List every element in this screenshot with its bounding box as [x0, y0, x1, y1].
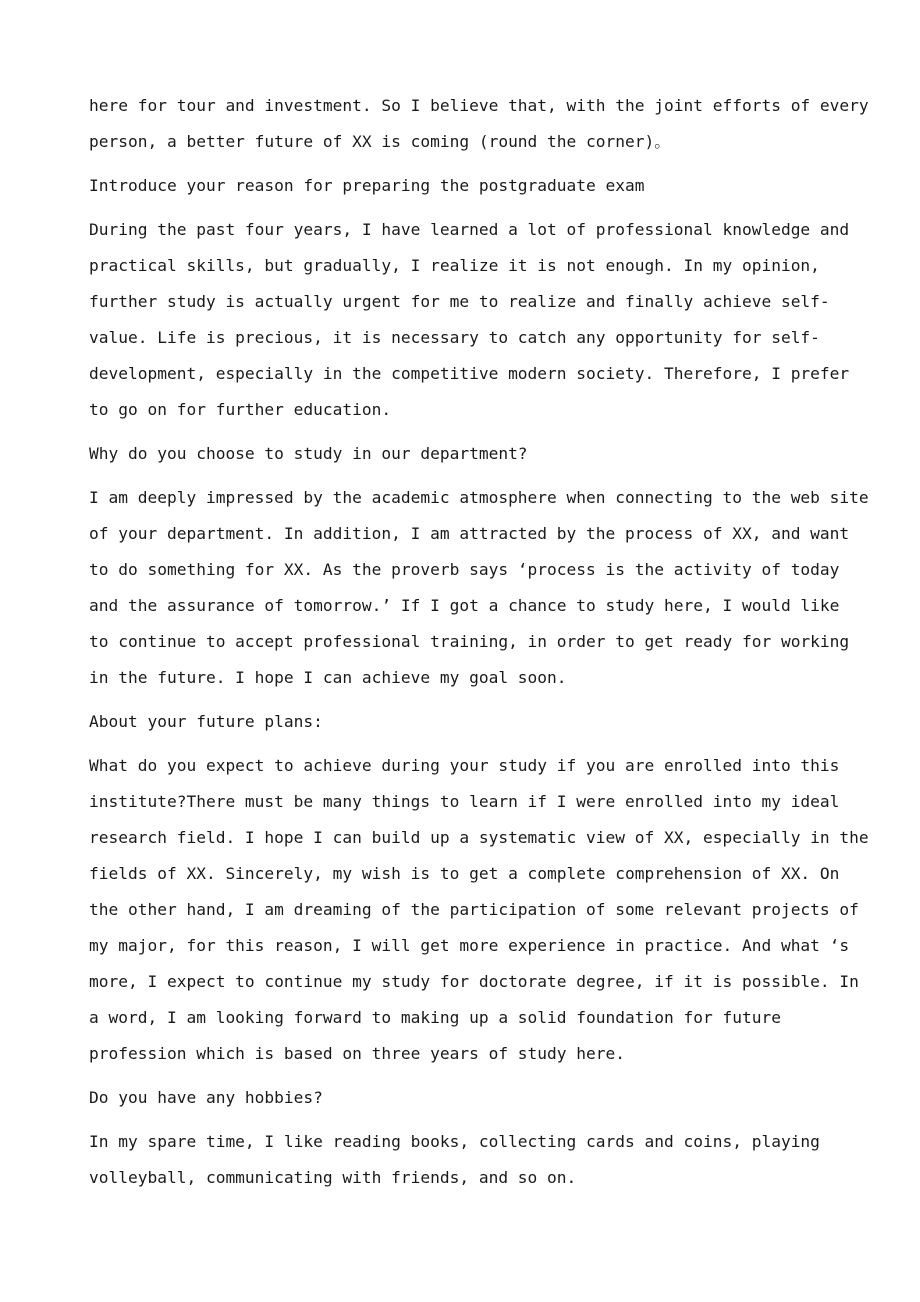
text-line: value. Life is precious, it is necessary to catch any opportunity for self-	[89, 328, 820, 347]
text-line: volleyball, communicating with friends, and so on.	[89, 1168, 577, 1187]
text-line: to do something for XX. As the proverb says ‘process is the activity of today	[89, 560, 840, 579]
question-department	[89, 436, 840, 472]
text-line: institute?There must be many things to learn if I were enrolled into my ideal	[89, 792, 840, 811]
text-line: and the assurance of tomorrow.’ If I got a chance to study here, I would like	[89, 596, 840, 615]
text-line: further study is actually urgent for me to realize and finally achieve self-	[89, 292, 830, 311]
text-line: more, I expect to continue my study for doctorate degree, if it is possible. In	[89, 972, 859, 991]
text-line: person, a better future of XX is coming (round the corner)。	[89, 132, 671, 151]
text-line: a word, I am looking forward to making up a solid foundation for future	[89, 1008, 781, 1027]
text-line: In my spare time, I like reading books, collecting cards and coins, playing	[89, 1132, 820, 1151]
text-line: I am deeply impressed by the academic atmosphere when connecting to the web site	[89, 488, 869, 507]
question-text: Introduce your reason for preparing the postgraduate exam	[89, 176, 645, 195]
question-reason	[89, 168, 840, 204]
text-line: to continue to accept professional training, in order to get ready for working	[89, 632, 850, 651]
text-line: here for tour and investment. So I believe that, with the joint efforts of every	[89, 96, 869, 115]
text-line: What do you expect to achieve during your study if you are enrolled into this	[89, 756, 840, 775]
text-line: During the past four years, I have learned a lot of professional knowledge and	[89, 220, 850, 239]
text-line: my major, for this reason, I will get more experience in practice. And what ‘s	[89, 936, 850, 955]
paragraph-intro-continuation	[89, 88, 869, 160]
text-line: to go on for further education.	[89, 400, 392, 419]
text-line: research field. I hope I can build up a systematic view of XX, especially in the	[89, 828, 869, 847]
text-line: profession which is based on three years of study here.	[89, 1044, 626, 1063]
question-hobbies	[89, 1080, 840, 1116]
text-line: in the future. I hope I can achieve my goal soon.	[89, 668, 567, 687]
paragraph-answer-department	[89, 480, 869, 696]
paragraph-answer-hobbies	[89, 1124, 840, 1196]
text-line: development, especially in the competitive modern society. Therefore, I prefer	[89, 364, 850, 383]
paragraph-answer-future-plans	[89, 748, 869, 1072]
text-line: practical skills, but gradually, I realize it is not enough. In my opinion,	[89, 256, 820, 275]
text-line: the other hand, I am dreaming of the participation of some relevant projects of	[89, 900, 859, 919]
question-text: Why do you choose to study in our department?	[89, 444, 528, 463]
section-heading: About your future plans:	[89, 712, 323, 731]
heading-future-plans	[89, 704, 840, 740]
text-line: fields of XX. Sincerely, my wish is to get a complete comprehension of XX. On	[89, 864, 840, 883]
paragraph-answer-reason	[89, 212, 850, 428]
question-text: Do you have any hobbies?	[89, 1088, 323, 1107]
text-line: of your department. In addition, I am attracted by the process of XX, and want	[89, 524, 850, 543]
